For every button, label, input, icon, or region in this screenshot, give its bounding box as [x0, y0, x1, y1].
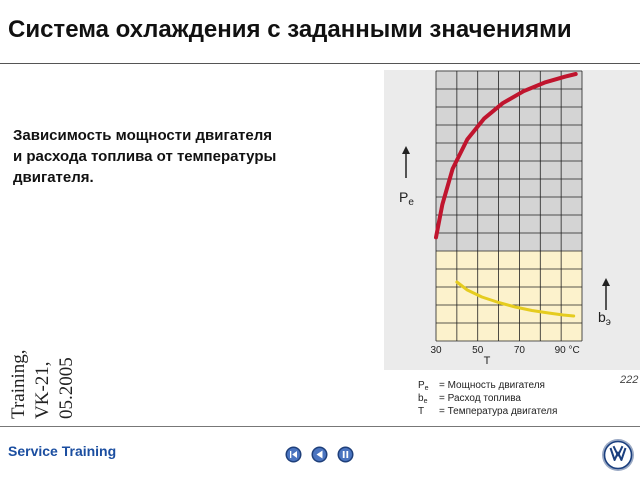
legend-symbol: T	[418, 406, 425, 417]
legend-symbol: $b_e$	[418, 393, 428, 405]
figure-panel	[384, 70, 640, 420]
legend-text: = Мощность двигателя	[439, 380, 545, 391]
training-side-label	[2, 333, 84, 421]
description-line: и расхода топлива от температуры	[13, 148, 277, 165]
legend-text: = Температура двигателя	[439, 406, 558, 417]
temperature-axis-label: T	[483, 355, 491, 367]
footer-divider	[0, 426, 640, 427]
title-divider	[0, 63, 640, 64]
figure-number: 222	[620, 374, 639, 386]
first-slide-button[interactable]	[285, 446, 302, 463]
description-text	[13, 125, 343, 188]
previous-slide-button[interactable]	[311, 446, 328, 463]
description-line: Зависимость мощности двигателя	[13, 127, 273, 144]
pause-button[interactable]	[337, 446, 354, 463]
vw-logo	[601, 438, 635, 472]
description-line: двигателя.	[13, 169, 94, 186]
x-tick-label: 30	[430, 345, 442, 356]
page-title: Система охлаждения с заданными значениями	[8, 16, 572, 43]
power-axis-label: $P_e$	[399, 189, 414, 208]
side-label-line: Training,	[8, 349, 29, 419]
legend-text: = Расход топлива	[439, 393, 521, 404]
fuel-zone	[436, 251, 582, 341]
x-tick-label: 50	[472, 345, 484, 356]
figure-legend	[418, 380, 557, 417]
legend-symbol: $P_e$	[418, 380, 429, 392]
side-label-line: VK-21,	[32, 361, 53, 419]
fuel-axis-label: $b_э$	[598, 309, 611, 328]
x-tick-label: 90 °C	[554, 345, 580, 356]
x-tick-label: 70	[513, 345, 525, 356]
service-training-label: Service Training	[8, 443, 117, 459]
side-label-line: 05.2005	[56, 357, 77, 419]
